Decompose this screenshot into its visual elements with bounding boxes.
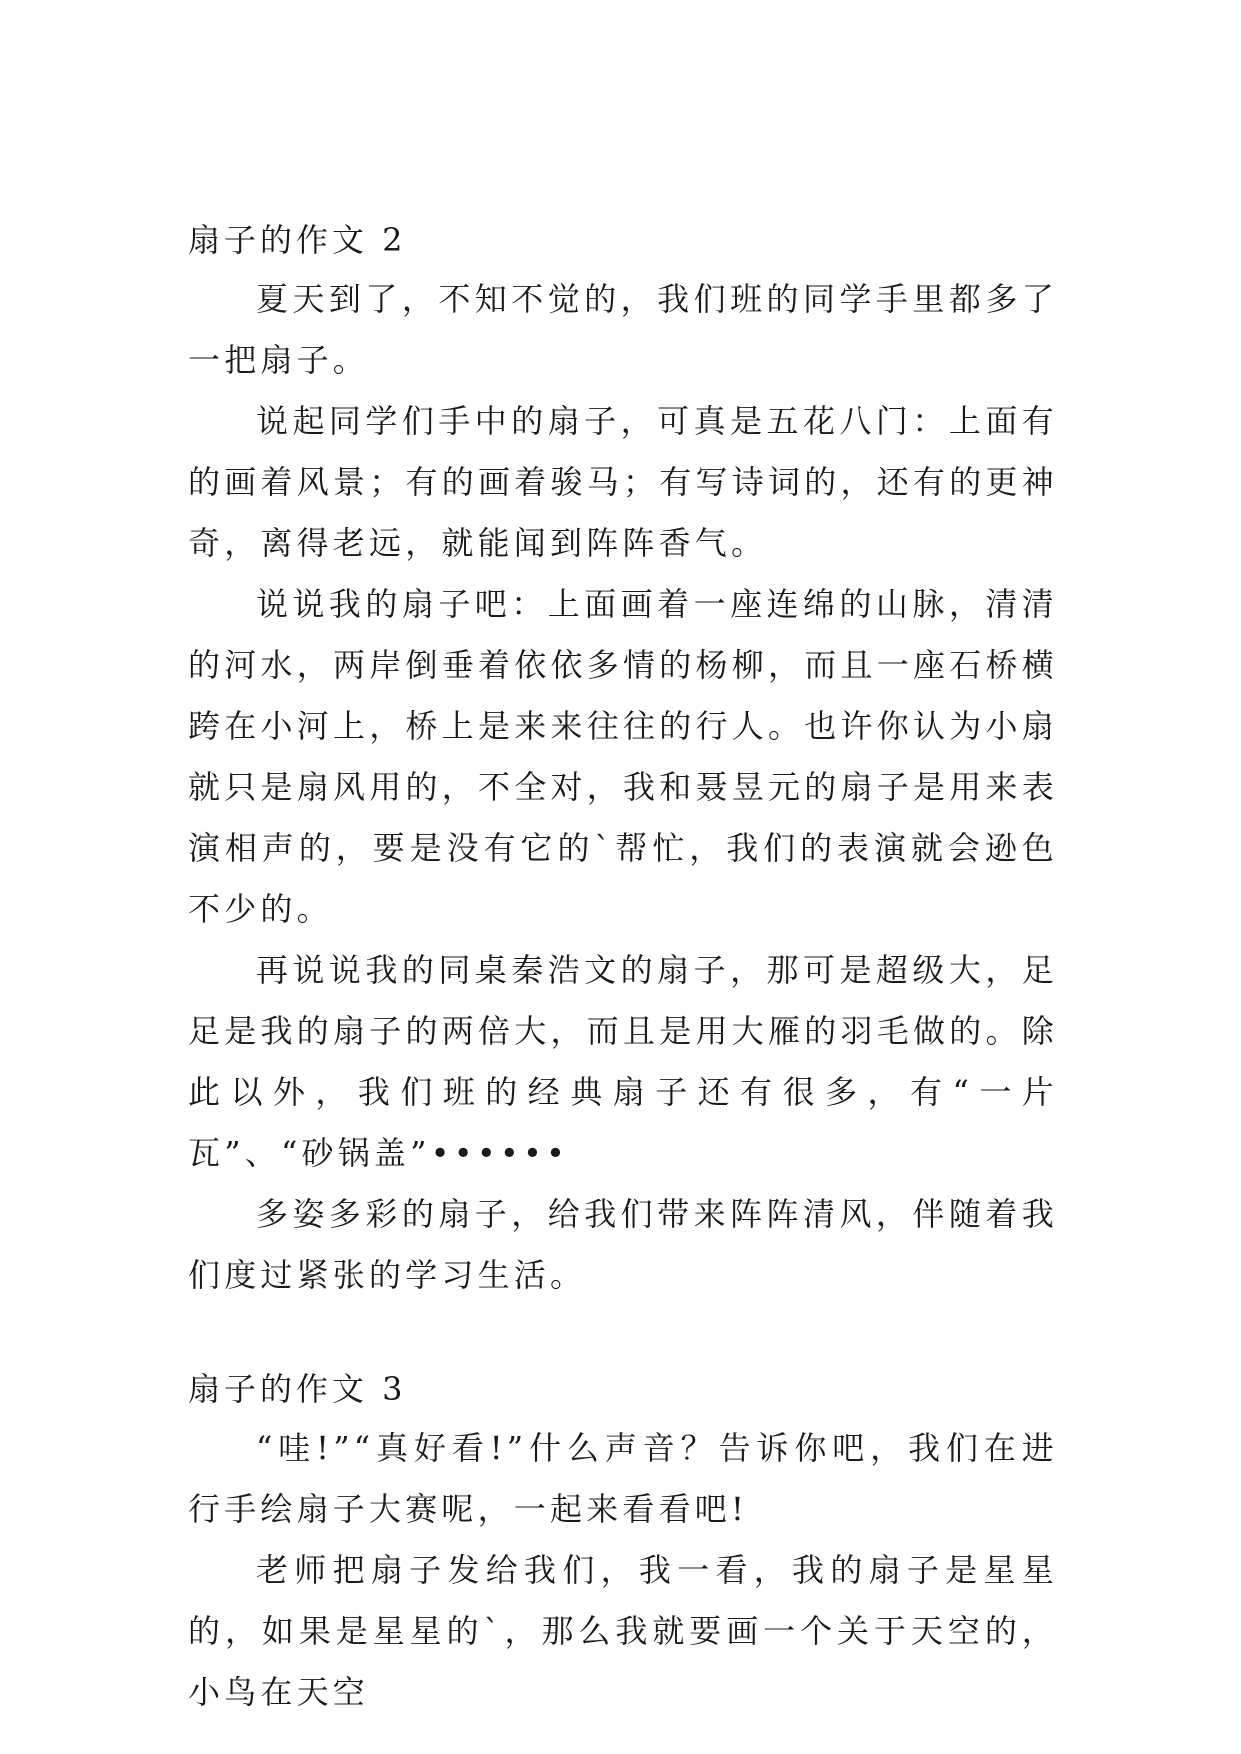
document-body — [188, 211, 1058, 1723]
essay-section-2 — [188, 211, 1058, 1306]
paragraph: 多姿多彩的扇子，给我们带来阵阵清风，伴随着我们度过紧张的学习生活。 — [188, 1195, 1058, 1294]
paragraph: 夏天到了，不知不觉的，我们班的同学手里都多了一把扇子。 — [188, 280, 1058, 379]
section-title: 扇子的作文 2 — [188, 221, 407, 259]
paragraph: 说说我的扇子吧：上面画着一座连绵的山脉，清清的河水，两岸倒垂着依依多情的杨柳，而且一座石桥横跨在小河上，桥上是来来往往的行人。也许你认为小扇就只是扇风用的，不全对，我和聂昱元的扇子是用来表演相声的，要是没有它的`帮忙，我们的表演就会逊色不少的。 — [188, 585, 1058, 928]
essay-section-3 — [188, 1360, 1058, 1723]
paragraph: 说起同学们手中的扇子，可真是五花八门：上面有的画着风景；有的画着骏马；有写诗词的，还有的更神奇，离得老远，就能闻到阵阵香气。 — [188, 402, 1058, 562]
paragraph: 再说说我的同桌秦浩文的扇子，那可是超级大，足足是我的扇子的两倍大，而且是用大雁的羽毛做的。除此以外，我们班的经典扇子还有很多，有“一片瓦”、“砂锅盖”•••••• — [188, 951, 1058, 1172]
section-spacer — [188, 1306, 1058, 1360]
paragraph: “哇!”“真好看!”什么声音？告诉你吧，我们在进行手绘扇子大赛呢，一起来看看吧! — [188, 1429, 1058, 1528]
section-title: 扇子的作文 3 — [188, 1370, 407, 1408]
paragraph: 老师把扇子发给我们，我一看，我的扇子是星星的，如果是星星的`，那么我就要画一个关于天空的，小鸟在天空 — [188, 1551, 1058, 1711]
